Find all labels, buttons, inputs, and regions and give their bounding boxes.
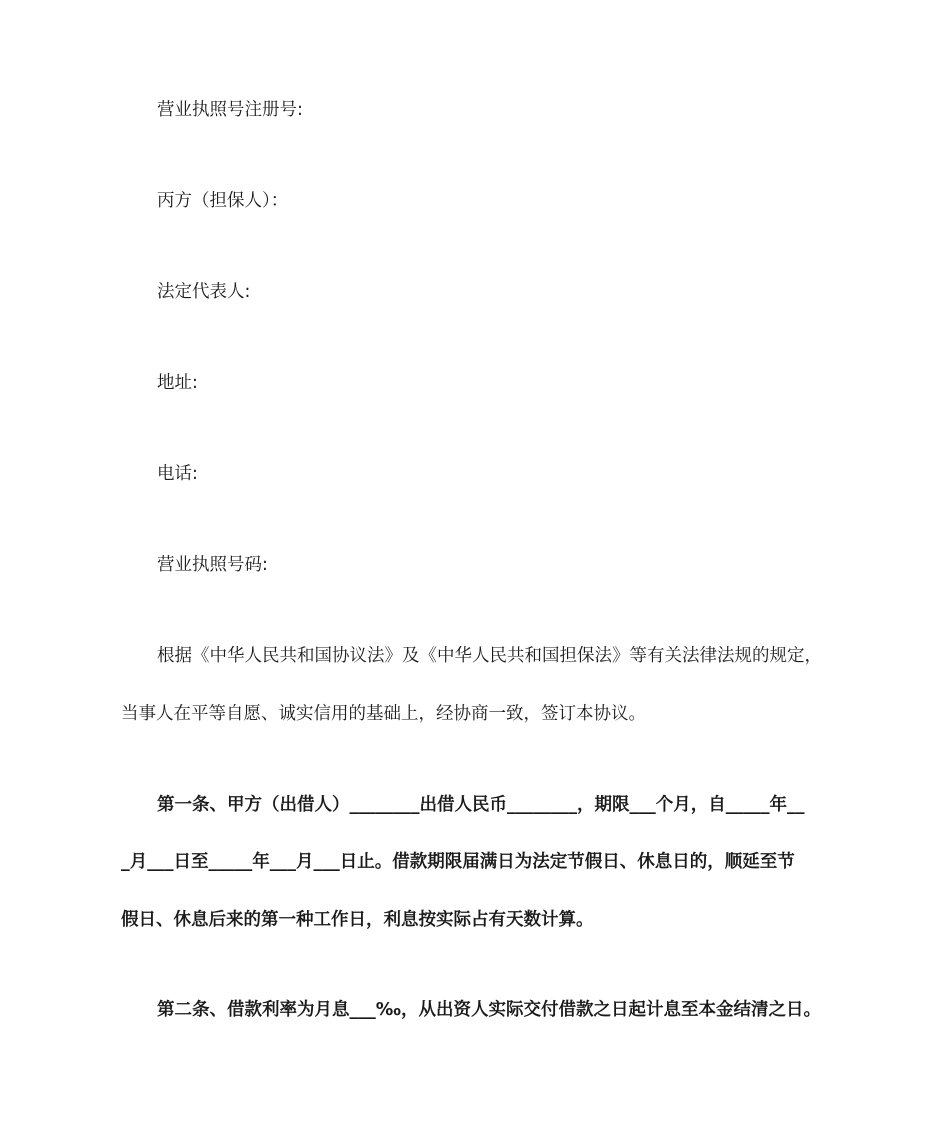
preamble-line-2: 当事人在平等自愿、诚实信用的基础上，经协商一致，签订本协议。	[121, 704, 646, 724]
preamble-line-1: 根据《中华人民共和国协议法》及《中华人民共和国担保法》等有关法律法规的规定，	[157, 646, 822, 666]
article-1-line-1: 第一条、甲方（出借人）________出借人民币________，期限___个月，自_____年__	[157, 795, 805, 815]
address-label: 地址:	[157, 373, 198, 393]
article-2-line-1: 第二条、借款利率为月息___‰，从出资人实际交付借款之日起计息至本金结清之日。	[157, 1000, 821, 1020]
business-license-registration-label: 营业执照号注册号:	[157, 100, 303, 120]
article-1-line-3: 假日、休息后来的第一种工作日，利息按实际占有天数计算。	[121, 910, 594, 930]
legal-representative-label: 法定代表人:	[157, 282, 251, 302]
party-c-guarantor-label: 丙方（担保人）：	[157, 191, 289, 211]
article-1-line-2: _月___日至_____年___月___日止。借款期限届满日为法定节假日、休息日的，顺延至节	[121, 852, 795, 872]
phone-label: 电话:	[157, 464, 198, 484]
business-license-number-label: 营业执照号码:	[157, 555, 268, 575]
